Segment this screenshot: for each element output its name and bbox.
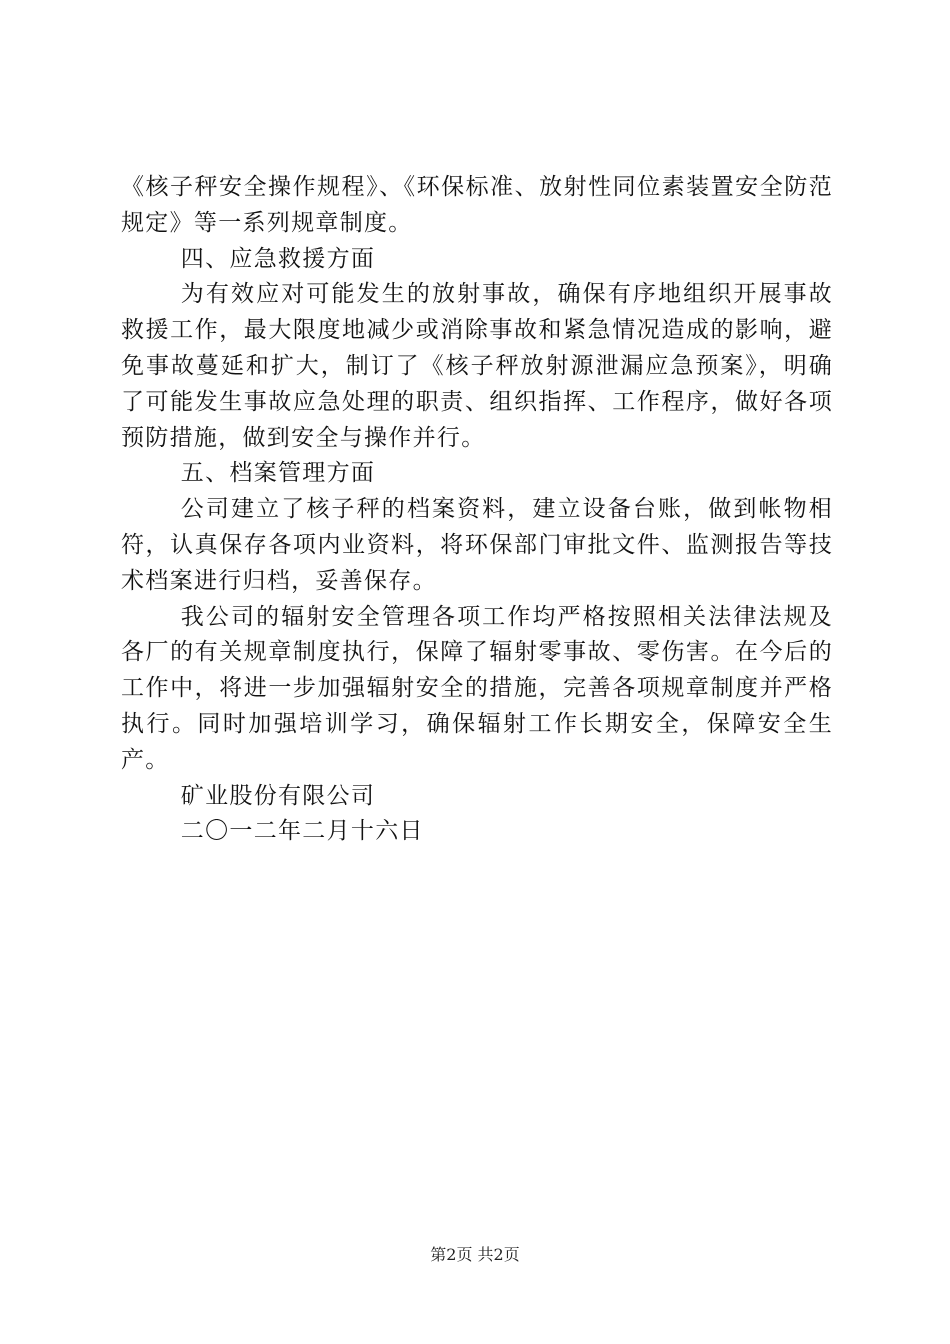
- paragraph-archive-management: 公司建立了核子秤的档案资料，建立设备台账，做到帐物相符，认真保存各项内业资料，将环保部门审批文件、监测报告等技术档案进行归档，妥善保存。: [121, 496, 833, 594]
- paragraph-regulations-continued: 《核子秤安全操作规程》、《环保标准、放射性同位素装置安全防范规定》等一系列规章制度。: [121, 174, 833, 236]
- section-heading-emergency-rescue: 四、应急救援方面: [180, 245, 376, 272]
- section-heading-archive-management: 五、档案管理方面: [180, 460, 376, 487]
- page-number: 第2页 共2页: [430, 1245, 520, 1264]
- paragraph-conclusion: 我公司的辐射安全管理各项工作均严格按照相关法律法规及各厂的有关规章制度执行，保障了辐射零事故、零伤害。在今后的工作中，将进一步加强辐射安全的措施，完善各项规章制度并严格执行。同时加强培训学习，确保辐射工作长期安全，保障安全生产。: [121, 603, 833, 773]
- paragraph-emergency-rescue: 为有效应对可能发生的放射事故，确保有序地组织开展事故救援工作，最大限度地减少或消除事故和紧急情况造成的影响，避免事故蔓延和扩大，制订了《核子秤放射源泄漏应急预案》，明确了可能发生事故应急处理的职责、组织指挥、工作程序，做好各项预防措施，做到安全与操作并行。: [121, 281, 833, 451]
- document-body: [121, 170, 833, 850]
- signature-date: 二〇一二年二月十六日: [180, 818, 424, 845]
- page-footer: [0, 1244, 950, 1266]
- signature-company: 矿业股份有限公司: [180, 782, 376, 809]
